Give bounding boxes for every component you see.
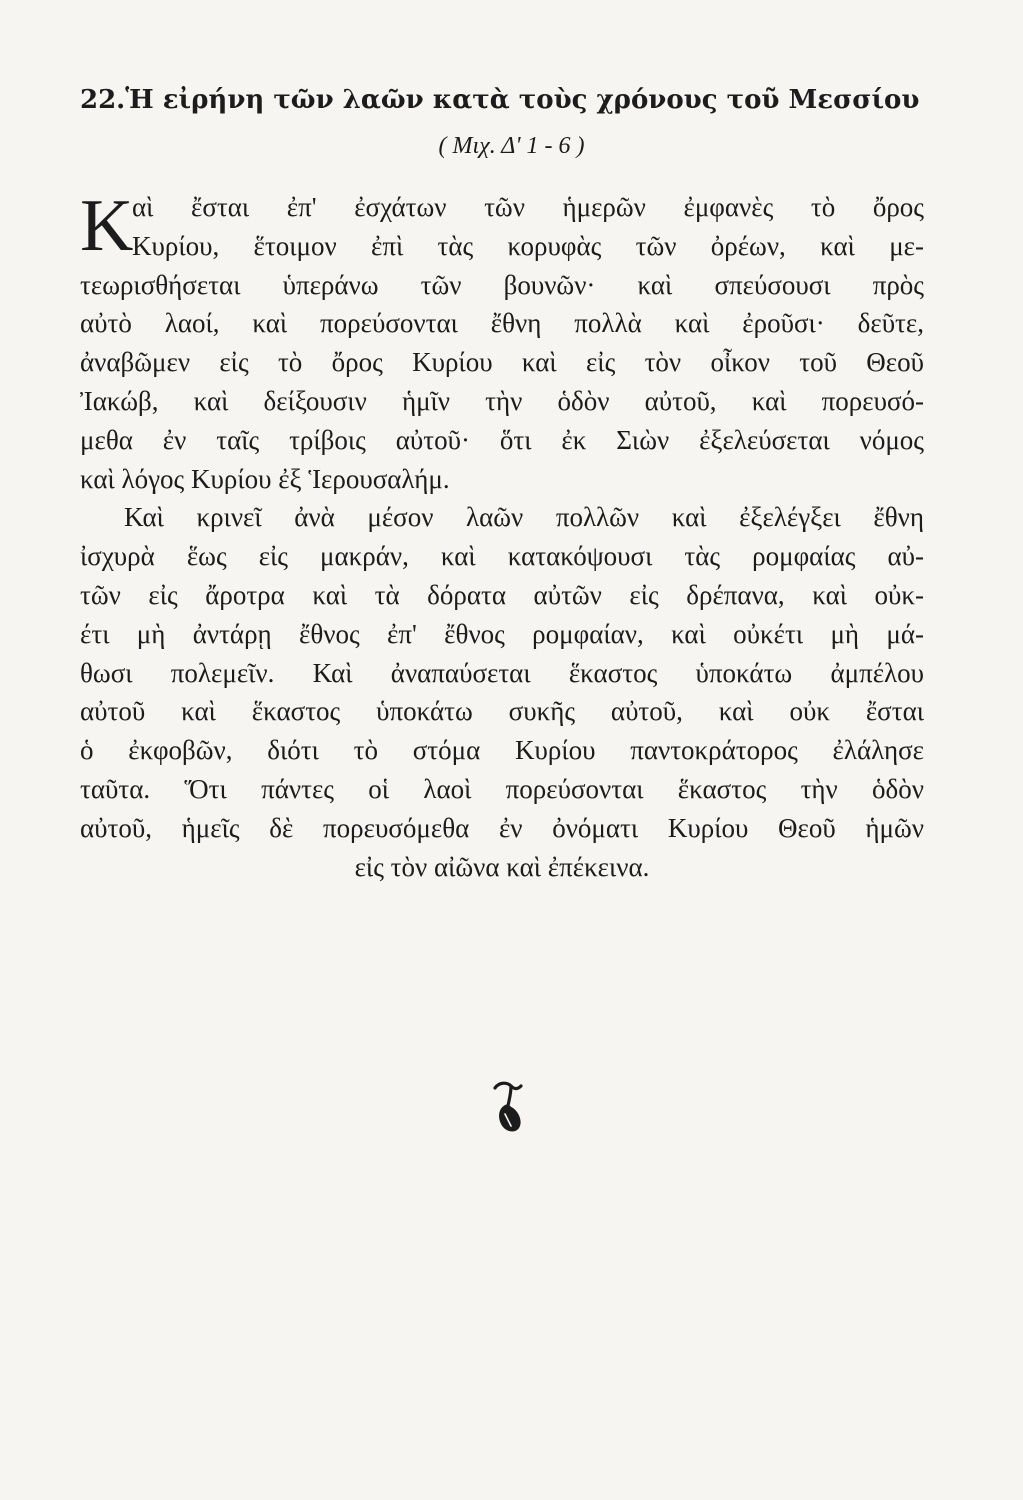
text-line: Καὶ κρινεῖ ἀνὰ μέσον λαῶν πολλῶν καὶ ἐξελέγξει ἔθνη bbox=[124, 502, 924, 533]
text-line: αὐτοῦ, ἡμεῖς δὲ πορευσόμεθα ἐν ὀνόματι Κυρίου Θεοῦ ἡμῶν bbox=[80, 812, 924, 843]
section-title: Ἡ εἰρήνη τῶν λαῶν κατὰ τοὺς χρόνους τοῦ Μεσσίου bbox=[125, 85, 920, 115]
text-line: τεωρισθήσεται ὑπεράνω τῶν βουνῶν· καὶ σπεύσουσι πρὸς bbox=[80, 269, 924, 300]
text-line: αὐτοῦ καὶ ἕκαστος ὑποκάτω συκῆς αὐτοῦ, καὶ οὐκ ἔσται bbox=[80, 696, 924, 727]
text-line: ἀναβῶμεν εἰς τὸ ὄρος Κυρίου καὶ εἰς τὸν οἶκον τοῦ Θεοῦ bbox=[80, 347, 924, 378]
vine-leaf-ornament-icon bbox=[481, 1078, 541, 1138]
text-line: καὶ λόγος Κυρίου ἐξ Ἱερουσαλήμ. bbox=[80, 463, 450, 494]
text-line: ἰσχυρὰ ἕως εἰς μακράν, καὶ κατακόψουσι τὰς ρομφαίας αὐ- bbox=[80, 541, 924, 572]
text-line: αὐτὸ λαοί, καὶ πορεύσονται ἔθνη πολλὰ καὶ ἐροῦσι· δεῦτε, bbox=[80, 308, 924, 339]
text-line: θωσι πολεμεῖν. Καὶ ἀναπαύσεται ἕκαστος ὑποκάτω ἀμπέλου bbox=[80, 657, 924, 688]
scripture-reference: ( Μιχ. Δ' 1 - 6 ) bbox=[438, 133, 585, 159]
drop-cap: Κ bbox=[80, 185, 134, 267]
text-line: μεθα ἐν ταῖς τρίβοις αὐτοῦ· ὅτι ἐκ Σιὼν ἐξελεύσεται νόμος bbox=[80, 424, 924, 455]
passage-body bbox=[80, 185, 924, 886]
text-line: αὶ ἔσται ἐπ' ἐσχάτων τῶν ἡμερῶν ἐμφανὲς τὸ ὄρος bbox=[132, 192, 924, 222]
text-line: Ἰακώβ, καὶ δείξουσιν ἡμῖν τὴν ὁδὸν αὐτοῦ, καὶ πορευσό- bbox=[80, 385, 924, 416]
text-line: εἰς τὸν αἰῶνα καὶ ἐπέκεινα. bbox=[354, 851, 650, 882]
text-line: ὁ ἐκφοβῶν, διότι τὸ στόμα Κυρίου παντοκράτορος ἐλάλησε bbox=[80, 735, 924, 766]
text-line: τῶν εἰς ἄροτρα καὶ τὰ δόρατα αὐτῶν εἰς δρέπανα, καὶ οὐκ- bbox=[80, 579, 924, 610]
section-heading bbox=[80, 80, 960, 120]
text-line: ταῦτα. Ὅτι πάντες οἱ λαοὶ πορεύσονται ἕκαστος τὴν ὁδὸν bbox=[80, 773, 924, 804]
section-number: 22. bbox=[80, 85, 126, 115]
text-line: Κυρίου, ἕτοιμον ἐπὶ τὰς κορυφὰς τῶν ὀρέων, καὶ με- bbox=[132, 230, 924, 261]
text-line: έτι μὴ ἀντάρῃ ἔθνος ἐπ' ἔθνος ρομφαίαν, καὶ οὐκέτι μὴ μά- bbox=[80, 618, 924, 649]
